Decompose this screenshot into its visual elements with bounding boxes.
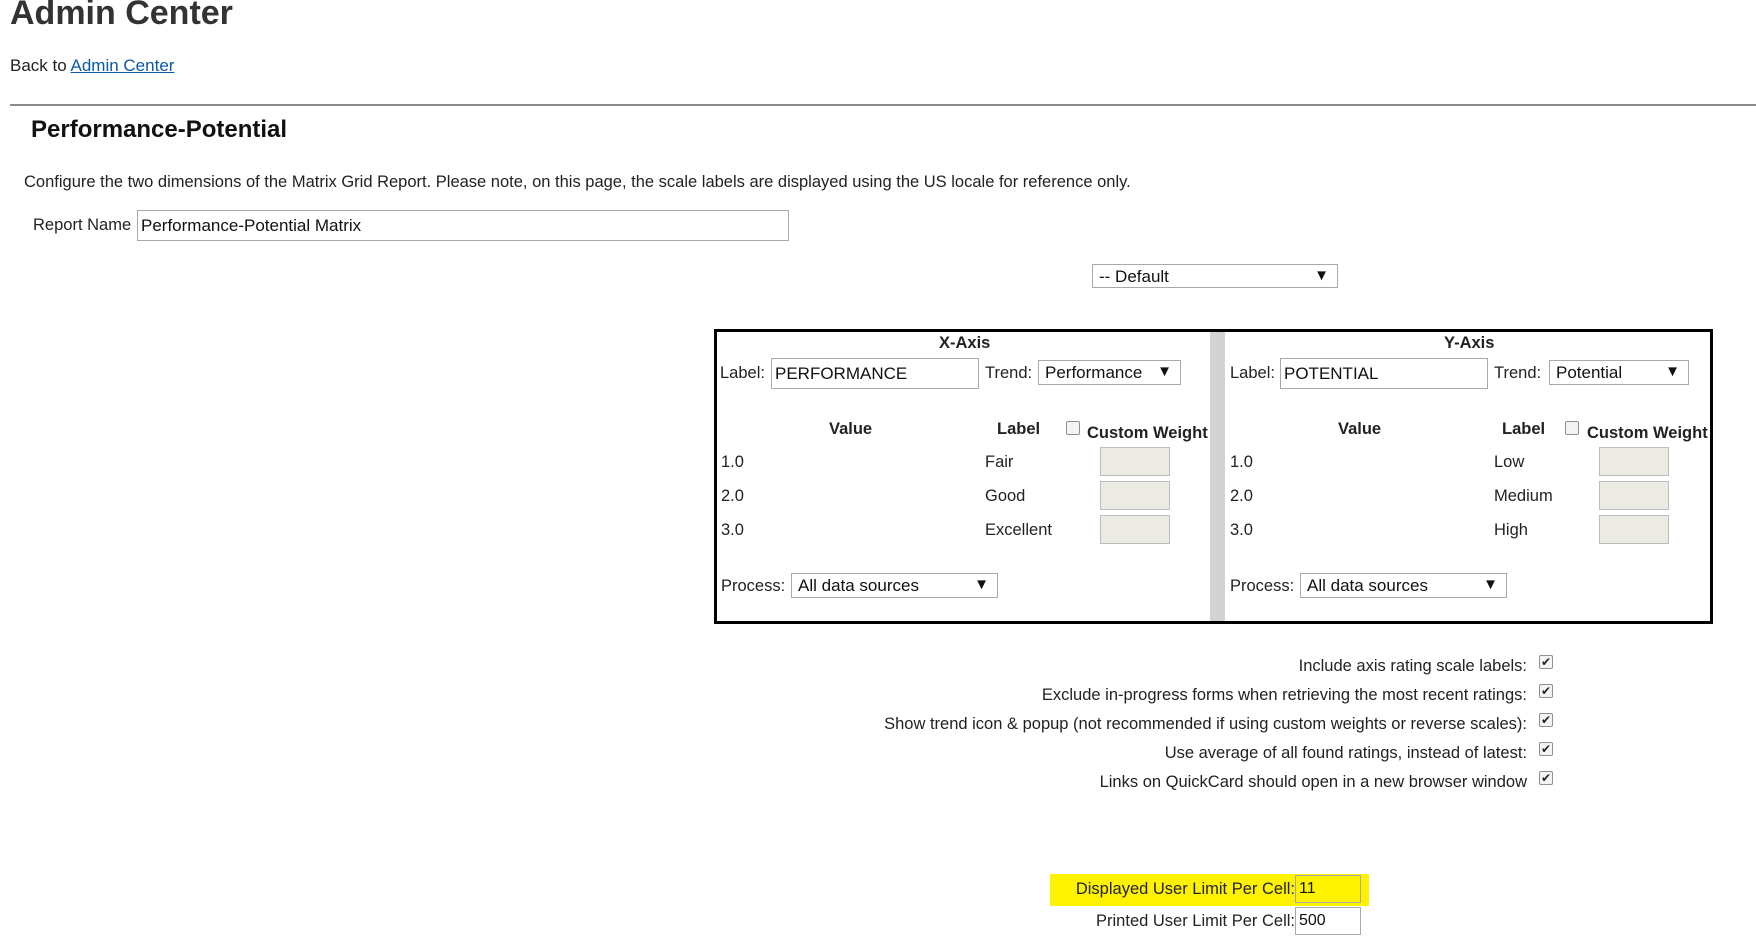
x-trend-caption: Trend:	[985, 364, 1033, 382]
x-row-3-label: Excellent	[985, 521, 1052, 539]
y-col-custom-weight: Custom Weight	[1587, 424, 1708, 442]
printed-limit-input[interactable]	[1295, 907, 1361, 935]
chevron-down-icon: ▼	[1483, 576, 1498, 593]
x-row-3-weight	[1100, 515, 1170, 544]
option-use-average-checkbox[interactable]: ✔	[1540, 742, 1552, 756]
report-name-label: Report Name	[33, 216, 132, 234]
y-process-value: All data sources	[1307, 576, 1428, 595]
option-quickcard-new-window-checkbox[interactable]: ✔	[1540, 771, 1552, 785]
x-row-3-value: 3.0	[721, 521, 744, 539]
option-show-trend-icon: Show trend icon & popup (not recommended if using custom weights or reverse scales):	[884, 715, 1527, 733]
axis-divider	[1210, 332, 1225, 621]
y-row-2-label: Medium	[1494, 487, 1553, 505]
back-prefix: Back to	[10, 56, 67, 75]
x-col-custom-weight: Custom Weight	[1087, 424, 1208, 442]
back-link-row	[10, 56, 174, 76]
option-exclude-in-progress: Exclude in-progress forms when retrieving the most recent ratings:	[1041, 686, 1527, 704]
x-label-caption: Label:	[720, 364, 765, 382]
option-include-scale-labels: Include axis rating scale labels:	[1298, 657, 1527, 675]
y-process-select[interactable]	[1300, 573, 1507, 598]
admin-center-link[interactable]: Admin Center	[70, 56, 175, 75]
x-custom-weight-checkbox[interactable]	[1066, 421, 1080, 435]
report-name-input[interactable]	[137, 210, 789, 241]
x-label-input[interactable]	[771, 358, 979, 389]
option-include-scale-labels-checkbox[interactable]: ✔	[1540, 655, 1552, 669]
y-row-3-value: 3.0	[1230, 521, 1253, 539]
x-col-value: Value	[829, 420, 873, 438]
x-col-label: Label	[997, 420, 1041, 438]
template-select[interactable]	[1092, 264, 1338, 288]
page-title: Performance-Potential	[31, 116, 288, 143]
template-select-value: -- Default	[1099, 267, 1169, 286]
x-process-value: All data sources	[798, 576, 919, 595]
y-col-label: Label	[1502, 420, 1546, 438]
y-row-1-value: 1.0	[1230, 453, 1253, 471]
option-exclude-in-progress-checkbox[interactable]: ✔	[1540, 684, 1552, 698]
displayed-limit-input[interactable]	[1295, 875, 1361, 903]
y-trend-caption: Trend:	[1494, 364, 1542, 382]
printed-limit-label: Printed User Limit Per Cell:	[1096, 912, 1295, 930]
y-trend-select[interactable]	[1549, 360, 1689, 385]
x-row-1-weight	[1100, 447, 1170, 476]
option-quickcard-new-window: Links on QuickCard should open in a new browser window	[1099, 773, 1527, 791]
y-axis-title: Y-Axis	[1444, 334, 1495, 352]
y-trend-value: Potential	[1556, 363, 1623, 382]
y-row-1-label: Low	[1494, 453, 1525, 471]
x-process-caption: Process:	[721, 577, 786, 595]
x-row-1-value: 1.0	[721, 453, 744, 471]
displayed-limit-label: Displayed User Limit Per Cell:	[1075, 880, 1295, 898]
page-header-title: Admin Center	[10, 0, 233, 32]
chevron-down-icon: ▼	[1665, 363, 1680, 380]
y-label-caption: Label:	[1230, 364, 1275, 382]
option-show-trend-icon-checkbox[interactable]: ✔	[1540, 713, 1552, 727]
y-row-2-value: 2.0	[1230, 487, 1253, 505]
y-col-value: Value	[1338, 420, 1382, 438]
option-use-average: Use average of all found ratings, instead of latest:	[1164, 744, 1527, 762]
y-row-3-weight	[1599, 515, 1669, 544]
intro-text: Configure the two dimensions of the Matrix Grid Report. Please note, on this page, the scale labels are displayed using the US locale for reference only.	[24, 173, 1131, 191]
x-axis-title: X-Axis	[939, 334, 991, 352]
y-row-2-weight	[1599, 481, 1669, 510]
y-row-1-weight	[1599, 447, 1669, 476]
x-process-select[interactable]	[791, 573, 998, 598]
x-row-2-value: 2.0	[721, 487, 744, 505]
header-divider	[10, 104, 1756, 106]
x-row-1-label: Fair	[985, 453, 1014, 471]
y-custom-weight-checkbox[interactable]	[1565, 421, 1579, 435]
chevron-down-icon: ▼	[974, 576, 989, 593]
y-label-input[interactable]	[1280, 358, 1488, 389]
y-process-caption: Process:	[1230, 577, 1295, 595]
x-trend-value: Performance	[1045, 363, 1143, 382]
x-row-2-label: Good	[985, 487, 1026, 505]
x-trend-select[interactable]	[1038, 360, 1181, 385]
chevron-down-icon: ▼	[1157, 363, 1172, 380]
y-row-3-label: High	[1494, 521, 1528, 539]
chevron-down-icon: ▼	[1314, 267, 1329, 284]
x-row-2-weight	[1100, 481, 1170, 510]
